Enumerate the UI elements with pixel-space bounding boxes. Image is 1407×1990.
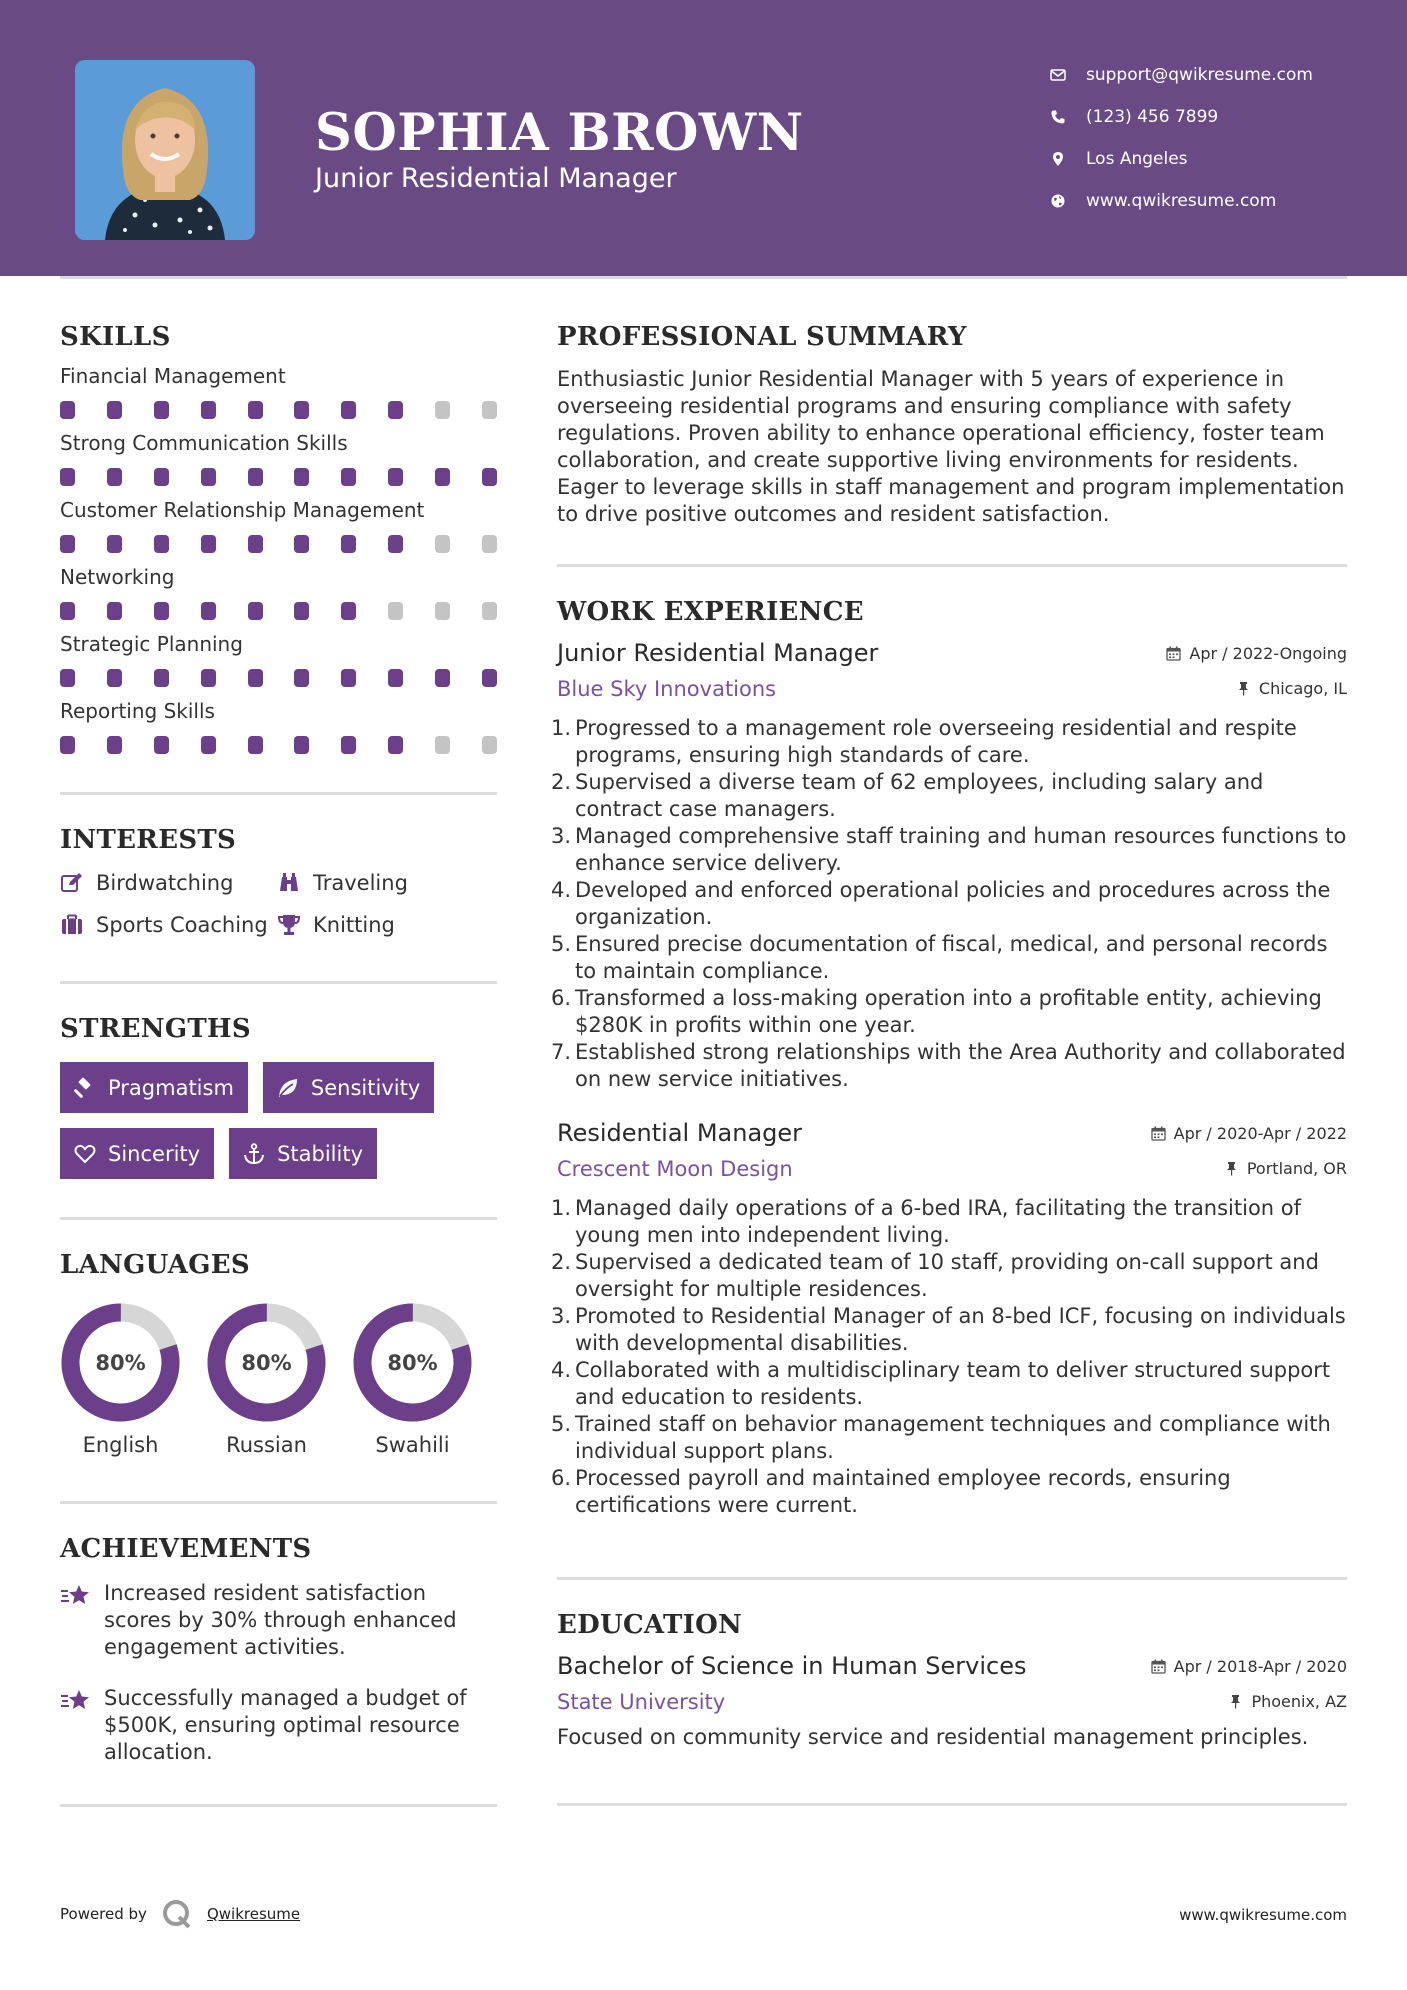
rating-dot-empty [435,736,450,754]
summary-section [557,322,1347,528]
rating-dot-filled [388,669,403,687]
section-divider [60,981,497,984]
pushpin-icon [1224,1161,1239,1176]
experience-title: WORK EXPERIENCE [557,597,864,627]
rating-dot-filled [388,468,403,486]
rating-dot-empty [435,401,450,419]
section-divider [60,1217,497,1220]
strength-label: Stability [277,1141,364,1166]
rating-dot-filled [201,602,216,620]
interest-label: Sports Coaching [96,913,268,937]
powered-by-text: Powered by [60,1905,147,1923]
rating-dot-filled [341,602,356,620]
skills-title: SKILLS [60,322,171,352]
pencil-square-icon [60,871,84,895]
education-section [557,1610,1347,1751]
rating-dot-filled [107,736,122,754]
rating-dot-filled [388,736,403,754]
contact-location [1050,138,1313,180]
calendar-icon [1166,646,1181,661]
strengths-title: STRENGTHS [60,1014,251,1044]
rating-dot-filled [341,669,356,687]
pushpin-icon [1236,681,1251,696]
job-bullet: 3. Promoted to Residential Manager of an 8-bed ICF, focusing on individuals with developmental disabilities. [550,1304,1346,1355]
qwikresume-logo-icon [161,1898,193,1930]
skill-item [60,565,497,620]
job-bullet-text: Progressed to a management role overseeing residential and respite programs, ensuring high standards of care. [575,716,1297,767]
skill-name: Customer Relationship Management [60,498,425,522]
rating-dot-filled [60,468,75,486]
job-title: Junior Residential Manager [557,639,879,667]
globe-icon [1050,193,1086,209]
job-location [1236,679,1347,698]
job-bullet: 4. Collaborated with a multidisciplinary team to deliver structured support and education to residents. [575,1357,1347,1411]
rating-dot-filled [60,669,75,687]
skill-rating [60,736,497,754]
rating-dot-empty [482,401,497,419]
rating-dot-filled [60,401,75,419]
job-bullet: 2. Supervised a dedicated team of 10 staff, providing on-call support and oversight for multiple residences. [575,1249,1347,1303]
calendar-icon [1151,1659,1166,1674]
company-name: Crescent Moon Design [557,1157,793,1181]
job-location [1224,1159,1347,1178]
rating-dot-filled [60,602,75,620]
skill-rating [60,535,497,553]
footer-website[interactable]: www.qwikresume.com [1179,1906,1347,1924]
strengths-section [60,1014,497,1179]
job-bullet-text: Managed comprehensive staff training and human resources functions to enhance service delivery. [575,824,1347,875]
calendar-icon [1151,1126,1166,1141]
footer-powered-by [60,1898,300,1930]
rating-dot-filled [154,602,169,620]
language-progress-ring [60,1302,181,1423]
strength-tag [60,1062,248,1113]
job-date-text: Apr / 2022-Ongoing [1189,644,1347,663]
job-bullet-text: Trained staff on behavior management techniques and compliance with individual support plans. [575,1412,1331,1463]
skill-rating [60,401,497,419]
gavel-icon [74,1077,96,1099]
candidate-name: SOPHIA BROWN [315,103,804,163]
rating-dot-filled [107,602,122,620]
contact-list [1050,54,1313,222]
strength-tag [229,1128,377,1179]
rating-dot-filled [154,535,169,553]
candidate-title: Junior Residential Manager [315,163,677,194]
skill-name: Strategic Planning [60,632,243,656]
job-bullet: 1. Progressed to a management role overseeing residential and respite programs, ensuring high standards of care. [575,715,1347,769]
education-location [1228,1692,1347,1711]
section-divider [60,1501,497,1504]
section-divider [557,1577,1347,1580]
job-bullet: 6. Processed payroll and maintained employee records, ensuring certifications were current. [575,1465,1347,1519]
job-bullet: 6. Transformed a loss-making operation into a profitable entity, achieving $280K in profits within one year. [575,985,1347,1039]
rating-dot-filled [248,602,263,620]
rating-dot-filled [60,535,75,553]
rating-dot-filled [388,401,403,419]
interest-item [277,871,477,895]
rating-dot-filled [482,468,497,486]
rating-dot-filled [294,669,309,687]
rating-dot-empty [482,535,497,553]
job-bullet: 7. Established strong relationships with the Area Authority and collaborated on new service initiatives. [550,1040,1346,1091]
job-bullet-text: Collaborated with a multidisciplinary team to deliver structured support and education to residents. [575,1358,1331,1409]
strength-label: Sincerity [108,1141,201,1166]
rating-dot-empty [482,602,497,620]
rating-dot-filled [107,669,122,687]
heart-icon [74,1143,96,1165]
interests-list [60,871,497,937]
rating-dot-filled [154,669,169,687]
language-percent: 80% [241,1350,292,1375]
interest-label: Traveling [313,871,408,895]
language-item [352,1302,473,1457]
achievement-item [60,1580,497,1661]
job-bullets [550,715,1347,1093]
interest-label: Birdwatching [96,871,234,895]
achievements-section [60,1534,497,1766]
job-date-text: Apr / 2020-Apr / 2022 [1173,1124,1347,1143]
interest-item [60,871,277,895]
contact-email[interactable] [1050,54,1313,96]
location-pin-icon [1050,151,1086,167]
rating-dot-filled [60,736,75,754]
job-location-text: Chicago, IL [1258,679,1347,698]
languages-section [60,1250,497,1457]
rating-dot-empty [435,535,450,553]
degree-title: Bachelor of Science in Human Services [557,1652,1027,1680]
rating-dot-filled [294,401,309,419]
job-date [1151,1124,1347,1143]
job-bullet: 2. Supervised a diverse team of 62 employees, including salary and contract case managers. [575,769,1347,823]
job-bullet: 5. Trained staff on behavior management techniques and compliance with individual support plans. [575,1411,1347,1465]
rating-dot-empty [435,602,450,620]
job-entry [550,639,1347,1093]
rating-dot-filled [248,535,263,553]
rating-dot-filled [248,736,263,754]
trophy-icon [277,913,301,937]
skill-item [60,632,497,687]
brand-link[interactable]: Qwikresume [206,1905,301,1923]
job-bullet-text: Transformed a loss-making operation into a profitable entity, achieving $280K in profits within one year. [575,986,1322,1037]
rating-dot-filled [294,468,309,486]
rating-dot-filled [201,468,216,486]
rating-dot-empty [482,736,497,754]
rating-dot-filled [107,468,122,486]
binoculars-icon [277,871,301,895]
language-name: Russian [226,1433,307,1457]
job-bullet-text: Established strong relationships with the Area Authority and collaborated on new service initiatives. [575,1040,1346,1091]
rating-dot-filled [248,669,263,687]
education-date-text: Apr / 2018-Apr / 2020 [1173,1657,1347,1676]
right-column [550,322,1347,1806]
job-bullet-text: Ensured precise documentation of fiscal, medical, and personal records to maintain compliance. [575,932,1328,983]
section-divider [557,564,1347,567]
experience-section [550,597,1347,1519]
language-percent: 80% [95,1350,146,1375]
rating-dot-filled [248,468,263,486]
skill-rating [60,468,497,486]
interest-item [60,913,277,937]
summary-text: Enthusiastic Junior Residential Manager with 5 years of experience in overseeing residential programs and ensuring compliance with safety regulations. Proven ability to enhance operational efficiency, foster team collaboration, and create supportive living environments for residents. Eager to leverage skills in staff management and program implementation to drive positive outcomes and resident satisfaction. [557,367,1345,526]
job-bullet-text: Managed daily operations of a 6-bed IRA, facilitating the transition of young men into independent living. [575,1196,1302,1247]
section-divider [60,792,497,795]
strength-tag [60,1128,214,1179]
section-divider [60,1804,497,1807]
contact-location-text: Los Angeles [1086,149,1188,169]
profile-photo [75,60,255,240]
job-entry [550,1119,1347,1519]
rating-dot-filled [435,468,450,486]
suitcase-icon [60,913,84,937]
contact-website[interactable] [1050,180,1313,222]
left-column [60,322,497,1807]
star-list-icon [60,1687,92,1715]
skill-name: Reporting Skills [60,699,215,723]
rating-dot-filled [201,669,216,687]
language-percent: 80% [387,1350,438,1375]
language-name: English [82,1433,159,1457]
education-location-text: Phoenix, AZ [1251,1692,1347,1711]
skill-name: Networking [60,565,175,589]
skill-name: Strong Communication Skills [60,431,348,455]
interests-title: INTERESTS [60,825,237,855]
education-title: EDUCATION [557,1610,743,1640]
interest-item [277,913,477,937]
rating-dot-filled [294,535,309,553]
rating-dot-filled [294,602,309,620]
rating-dot-filled [201,736,216,754]
job-bullet: 1. Managed daily operations of a 6-bed IRA, facilitating the transition of young men into independent living. [575,1195,1347,1249]
rating-dot-filled [201,401,216,419]
contact-website-text: www.qwikresume.com [1086,191,1277,211]
education-date [1151,1657,1347,1676]
job-bullet-text: Promoted to Residential Manager of an 8-bed ICF, focusing on individuals with developmental disabilities. [575,1304,1346,1355]
star-list-icon [60,1582,92,1610]
languages-list [60,1302,497,1457]
skill-item [60,699,497,754]
job-bullet-text: Processed payroll and maintained employee records, ensuring certifications were current. [575,1466,1231,1517]
rating-dot-empty [388,602,403,620]
language-name: Swahili [375,1433,450,1457]
strength-tag [263,1062,434,1113]
education-description: Focused on community service and residential management principles. [557,1725,1309,1749]
rating-dot-filled [154,401,169,419]
rating-dot-filled [341,401,356,419]
header-divider [60,276,1347,279]
skills-list [60,364,497,754]
job-date [1166,644,1347,663]
leaf-icon [277,1077,299,1099]
skill-item [60,498,497,553]
job-bullet-text: Supervised a diverse team of 62 employees, including salary and contract case managers. [575,770,1264,821]
school-name: State University [557,1690,726,1714]
languages-title: LANGUAGES [60,1250,250,1280]
job-location-text: Portland, OR [1246,1159,1347,1178]
achievement-text: Successfully managed a budget of $500K, ensuring optimal resource allocation. [104,1686,467,1764]
rating-dot-filled [201,535,216,553]
rating-dot-filled [341,736,356,754]
contact-email-text: support@qwikresume.com [1086,65,1313,85]
skill-item [60,431,497,486]
job-title: Residential Manager [557,1119,803,1147]
language-progress-ring [206,1302,327,1423]
job-bullet: 5. Ensured precise documentation of fiscal, medical, and personal records to maintain compliance. [575,931,1347,985]
language-item [60,1302,181,1457]
resume-header [0,0,1407,276]
rating-dot-filled [154,736,169,754]
strengths-list [60,1062,497,1179]
job-bullets [550,1195,1347,1519]
rating-dot-filled [341,535,356,553]
interests-section [60,825,497,937]
achievement-item [60,1685,497,1766]
skills-section [60,322,497,754]
skill-rating [60,602,497,620]
envelope-icon [1050,67,1086,83]
contact-phone-text: (123) 456 7899 [1086,107,1219,127]
language-item [206,1302,327,1457]
skill-item [60,364,497,419]
strength-label: Pragmatism [108,1075,234,1100]
rating-dot-filled [154,468,169,486]
rating-dot-filled [294,736,309,754]
rating-dot-filled [341,468,356,486]
job-bullet: 4. Developed and enforced operational policies and procedures across the organization. [575,877,1347,931]
skill-rating [60,669,497,687]
interest-label: Knitting [313,913,395,937]
rating-dot-filled [388,535,403,553]
rating-dot-filled [435,669,450,687]
contact-phone[interactable] [1050,96,1313,138]
pushpin-icon [1228,1694,1243,1709]
summary-title: PROFESSIONAL SUMMARY [557,322,967,352]
achievement-text: Increased resident satisfaction scores by 30% through enhanced engagement activities. [104,1581,457,1659]
rating-dot-filled [107,401,122,419]
company-name: Blue Sky Innovations [557,677,777,701]
section-divider [557,1803,1347,1806]
achievements-title: ACHIEVEMENTS [60,1534,312,1564]
language-progress-ring [352,1302,473,1423]
skill-name: Financial Management [60,364,286,388]
anchor-icon [243,1143,265,1165]
job-bullet-text: Developed and enforced operational policies and procedures across the organization. [575,878,1331,929]
rating-dot-filled [107,535,122,553]
rating-dot-filled [482,669,497,687]
rating-dot-filled [248,401,263,419]
job-bullet-text: Supervised a dedicated team of 10 staff, providing on-call support and oversight for multiple residences. [575,1250,1319,1301]
phone-icon [1050,109,1086,125]
job-bullet: 3. Managed comprehensive staff training and human resources functions to enhance service delivery. [550,824,1347,875]
strength-label: Sensitivity [310,1075,421,1100]
